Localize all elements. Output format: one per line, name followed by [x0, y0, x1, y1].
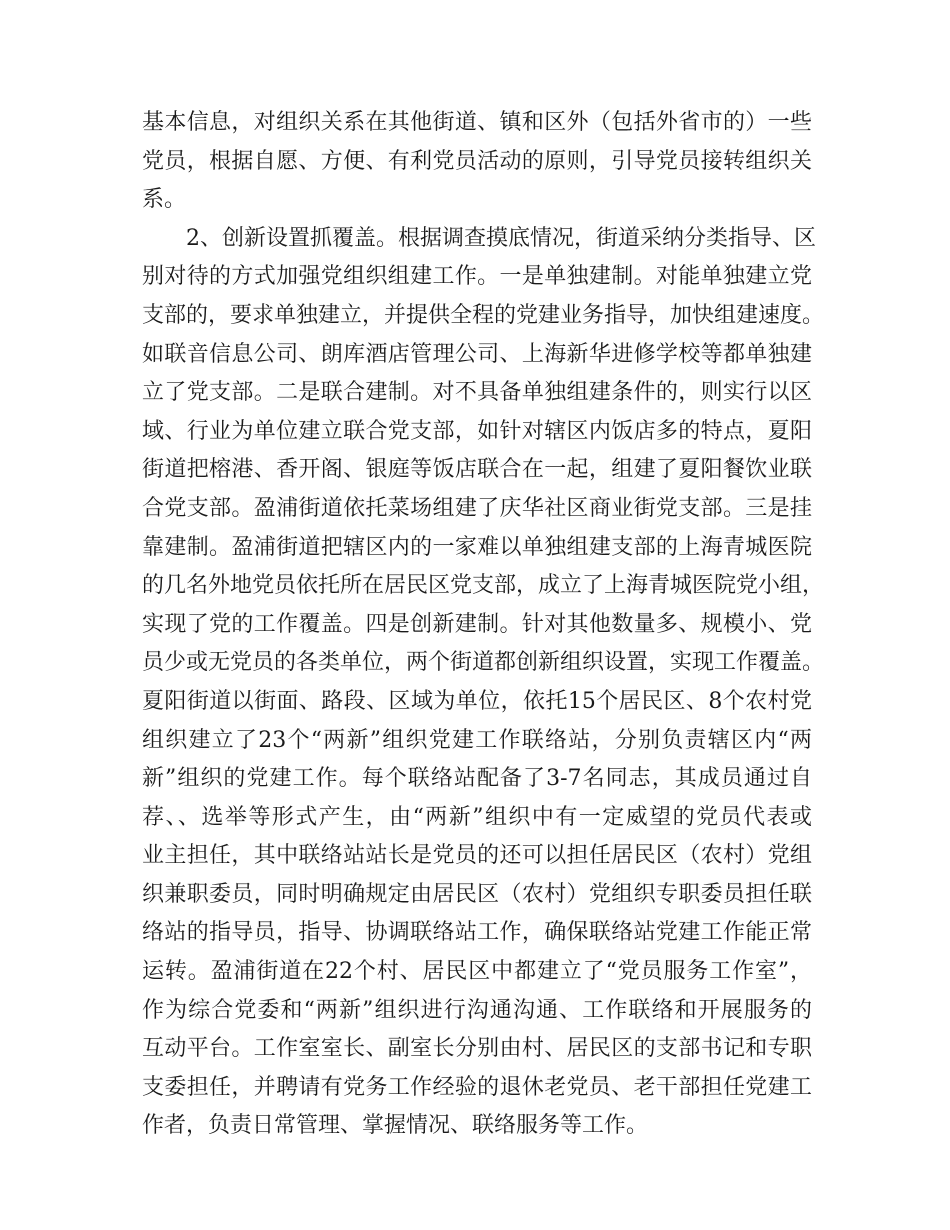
text-line: 支委担任，并聘请有党务工作经验的退休老党员、老干部担任党建工 — [142, 1074, 812, 1100]
text-line: 互动平台。工作室室长、副室长分别由村、居民区的支部书记和专职 — [142, 1036, 812, 1062]
text-line: 络站的指导员，指导、协调联络站工作，确保联络站党建工作能正常 — [142, 920, 812, 946]
text-line: 新”组织的党建工作。每个联络站配备了3-7名同志，其成员通过自 — [142, 766, 812, 792]
text-line: 的几名外地党员依托所在居民区党支部，成立了上海青城医院党小组， — [142, 573, 825, 599]
body-text — [142, 104, 825, 1146]
text-line: 基本信息，对组织关系在其他街道、镇和区外（包括外省市的）一些 — [142, 110, 812, 135]
text-line: 如联音信息公司、朗库酒店管理公司、上海新华进修学校等都单独建 — [142, 341, 812, 367]
text-line: 运转。盈浦街道在22个村、居民区中都建立了“党员服务工作室”， — [142, 959, 812, 985]
text-line: 街道把榕港、香开阁、银庭等饭店联合在一起，组建了夏阳餐饮业联 — [142, 457, 812, 483]
text-line: 作为综合党委和“两新”组织进行沟通沟通、工作联络和开展服务的 — [142, 997, 812, 1023]
text-line: 别对待的方式加强党组织组建工作。一是单独建制。对能单独建立党 — [142, 264, 812, 290]
text-line: 作者，负责日常管理、掌握情况、联络服务等工作。 — [142, 1113, 649, 1139]
text-line: 支部的，要求单独建立，并提供全程的党建业务指导，加快组建速度。 — [142, 302, 825, 328]
text-line: 系。 — [142, 187, 187, 213]
text-line: 组织建立了23个“两新”组织党建工作联络站，分别负责辖区内“两 — [142, 727, 812, 753]
text-line: 立了党支部。二是联合建制。对不具备单独组建条件的，则实行以区 — [142, 380, 812, 406]
text-line: 域、行业为单位建立联合党支部，如针对辖区内饭店多的特点，夏阳 — [142, 418, 812, 444]
text-line: 靠建制。盈浦街道把辖区内的一家难以单独组建支部的上海青城医院 — [142, 534, 812, 560]
text-line: 合党支部。盈浦街道依托菜场组建了庆华社区商业街党支部。三是挂 — [142, 495, 812, 521]
paragraph-start-line: 2、创新设置抓覆盖。根据调查摸底情况，街道采纳分类指导、区 — [186, 225, 816, 251]
text-line: 织兼职委员，同时明确规定由居民区（农村）党组织专职委员担任联 — [142, 881, 812, 907]
text-line: 党员，根据自愿、方便、有利党员活动的原则，引导党员接转组织关 — [142, 148, 812, 174]
text-line: 荐、、选举等形式产生，由“两新”组织中有一定威望的党员代表或 — [142, 804, 812, 830]
text-line: 夏阳街道以街面、路段、区域为单位，依托15个居民区、8个农村党 — [142, 688, 812, 714]
text-line: 员少或无党员的各类单位，两个街道都创新组织设置，实现工作覆盖。 — [142, 650, 825, 676]
text-line: 实现了党的工作覆盖。四是创新建制。针对其他数量多、规模小、党 — [142, 611, 812, 637]
text-line: 业主担任，其中联络站站长是党员的还可以担任居民区（农村）党组 — [142, 843, 812, 869]
